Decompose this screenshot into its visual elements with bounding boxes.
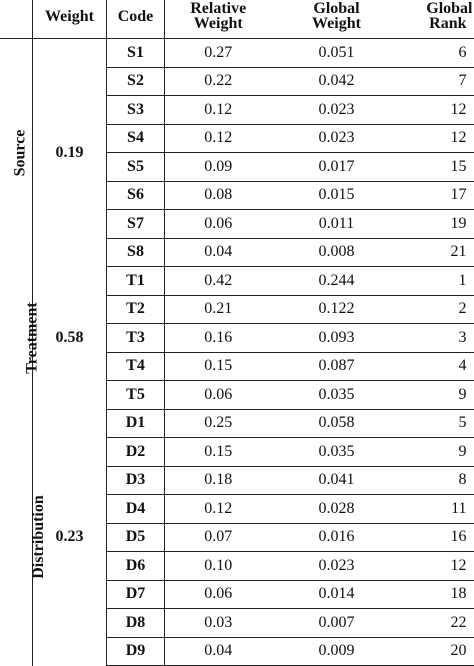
header-weight: Weight	[33, 0, 107, 39]
code-cell: D8	[107, 609, 165, 638]
relative-weight-cell: 0.06	[165, 210, 272, 239]
code-cell: D5	[107, 523, 165, 552]
code-cell: D2	[107, 438, 165, 467]
header-rank-line1: Global	[426, 0, 472, 17]
global-weight-cell: 0.015	[272, 181, 402, 210]
global-weight-cell: 0.008	[272, 238, 402, 267]
relative-weight-cell: 0.42	[165, 267, 272, 296]
header-row	[0, 0, 474, 39]
code-cell: D9	[107, 637, 165, 666]
global-weight-cell: 0.023	[272, 96, 402, 125]
relative-weight-cell: 0.12	[165, 495, 272, 524]
relative-weight-cell: 0.27	[165, 39, 272, 68]
global-rank-cell: 19	[402, 210, 474, 239]
global-rank-cell: 12	[402, 552, 474, 581]
global-weight-cell: 0.042	[272, 67, 402, 96]
code-cell: T4	[107, 352, 165, 381]
code-cell: T2	[107, 295, 165, 324]
group-name: Distribution	[31, 495, 47, 579]
global-weight-cell: 0.035	[272, 438, 402, 467]
header-global-line1: Global	[313, 0, 359, 17]
global-rank-cell: 12	[402, 96, 474, 125]
global-rank-cell: 12	[402, 124, 474, 153]
code-cell: D7	[107, 580, 165, 609]
relative-weight-cell: 0.10	[165, 552, 272, 581]
global-weight-cell: 0.028	[272, 495, 402, 524]
header-rank-line2: Rank	[429, 15, 472, 32]
relative-weight-cell: 0.15	[165, 438, 272, 467]
group-name-cell	[0, 267, 33, 410]
group-weight: 0.19	[33, 39, 107, 267]
global-rank-cell: 1	[402, 267, 474, 296]
relative-weight-cell: 0.07	[165, 523, 272, 552]
code-cell: D1	[107, 409, 165, 438]
global-rank-cell: 11	[402, 495, 474, 524]
global-rank-cell: 22	[402, 609, 474, 638]
code-cell: S1	[107, 39, 165, 68]
global-rank-cell: 6	[402, 39, 474, 68]
global-weight-cell: 0.093	[272, 324, 402, 353]
header-global-rank	[402, 0, 474, 39]
global-weight-cell: 0.011	[272, 210, 402, 239]
relative-weight-cell: 0.15	[165, 352, 272, 381]
relative-weight-cell: 0.06	[165, 580, 272, 609]
header-global-line2: Weight	[312, 15, 361, 32]
global-rank-cell: 18	[402, 580, 474, 609]
header-relative-line2: Weight	[194, 15, 243, 32]
global-rank-cell: 8	[402, 466, 474, 495]
global-rank-cell: 3	[402, 324, 474, 353]
global-weight-cell: 0.051	[272, 39, 402, 68]
code-cell: S3	[107, 96, 165, 125]
group-weight: 0.23	[33, 409, 107, 666]
code-cell: D6	[107, 552, 165, 581]
relative-weight-cell: 0.06	[165, 381, 272, 410]
global-rank-cell: 7	[402, 67, 474, 96]
code-cell: S4	[107, 124, 165, 153]
relative-weight-cell: 0.22	[165, 67, 272, 96]
group-weight: 0.58	[33, 267, 107, 410]
global-rank-cell: 21	[402, 238, 474, 267]
relative-weight-cell: 0.04	[165, 637, 272, 666]
code-cell: T1	[107, 267, 165, 296]
relative-weight-cell: 0.16	[165, 324, 272, 353]
global-rank-cell: 20	[402, 637, 474, 666]
header-global-weight	[272, 0, 402, 39]
relative-weight-cell: 0.12	[165, 96, 272, 125]
global-weight-cell: 0.035	[272, 381, 402, 410]
code-cell: D4	[107, 495, 165, 524]
global-weight-cell: 0.244	[272, 267, 402, 296]
global-rank-cell: 9	[402, 438, 474, 467]
group-name-cell	[0, 39, 33, 267]
global-rank-cell: 15	[402, 153, 474, 182]
group-name: Source	[12, 129, 28, 176]
code-cell: D3	[107, 466, 165, 495]
global-rank-cell: 9	[402, 381, 474, 410]
relative-weight-cell: 0.09	[165, 153, 272, 182]
relative-weight-cell: 0.04	[165, 238, 272, 267]
group-name: Treatment	[25, 302, 41, 373]
global-weight-cell: 0.023	[272, 552, 402, 581]
global-weight-cell: 0.058	[272, 409, 402, 438]
relative-weight-cell: 0.18	[165, 466, 272, 495]
table-body	[0, 39, 474, 666]
code-cell: T5	[107, 381, 165, 410]
table-header	[0, 0, 474, 39]
global-weight-cell: 0.122	[272, 295, 402, 324]
global-weight-cell: 0.007	[272, 609, 402, 638]
global-rank-cell: 5	[402, 409, 474, 438]
relative-weight-cell: 0.08	[165, 181, 272, 210]
code-cell: S6	[107, 181, 165, 210]
global-weight-cell: 0.016	[272, 523, 402, 552]
global-weight-cell: 0.023	[272, 124, 402, 153]
global-weight-cell: 0.014	[272, 580, 402, 609]
table-row	[0, 409, 474, 438]
code-cell: S7	[107, 210, 165, 239]
global-weight-cell: 0.017	[272, 153, 402, 182]
relative-weight-cell: 0.21	[165, 295, 272, 324]
global-rank-cell: 16	[402, 523, 474, 552]
header-relative-weight	[165, 0, 272, 39]
relative-weight-cell: 0.12	[165, 124, 272, 153]
relative-weight-cell: 0.03	[165, 609, 272, 638]
code-cell: S5	[107, 153, 165, 182]
global-rank-cell: 17	[402, 181, 474, 210]
global-rank-cell: 4	[402, 352, 474, 381]
header-relative-line1: Relative	[190, 0, 246, 17]
global-weight-cell: 0.087	[272, 352, 402, 381]
global-rank-cell: 2	[402, 295, 474, 324]
code-cell: T3	[107, 324, 165, 353]
code-cell: S8	[107, 238, 165, 267]
header-code: Code	[107, 0, 165, 39]
global-weight-cell: 0.009	[272, 637, 402, 666]
code-cell: S2	[107, 67, 165, 96]
header-group	[0, 0, 33, 39]
global-weight-cell: 0.041	[272, 466, 402, 495]
table-row	[0, 39, 474, 68]
relative-weight-cell: 0.25	[165, 409, 272, 438]
table-row	[0, 267, 474, 296]
group-name-cell	[0, 409, 33, 666]
